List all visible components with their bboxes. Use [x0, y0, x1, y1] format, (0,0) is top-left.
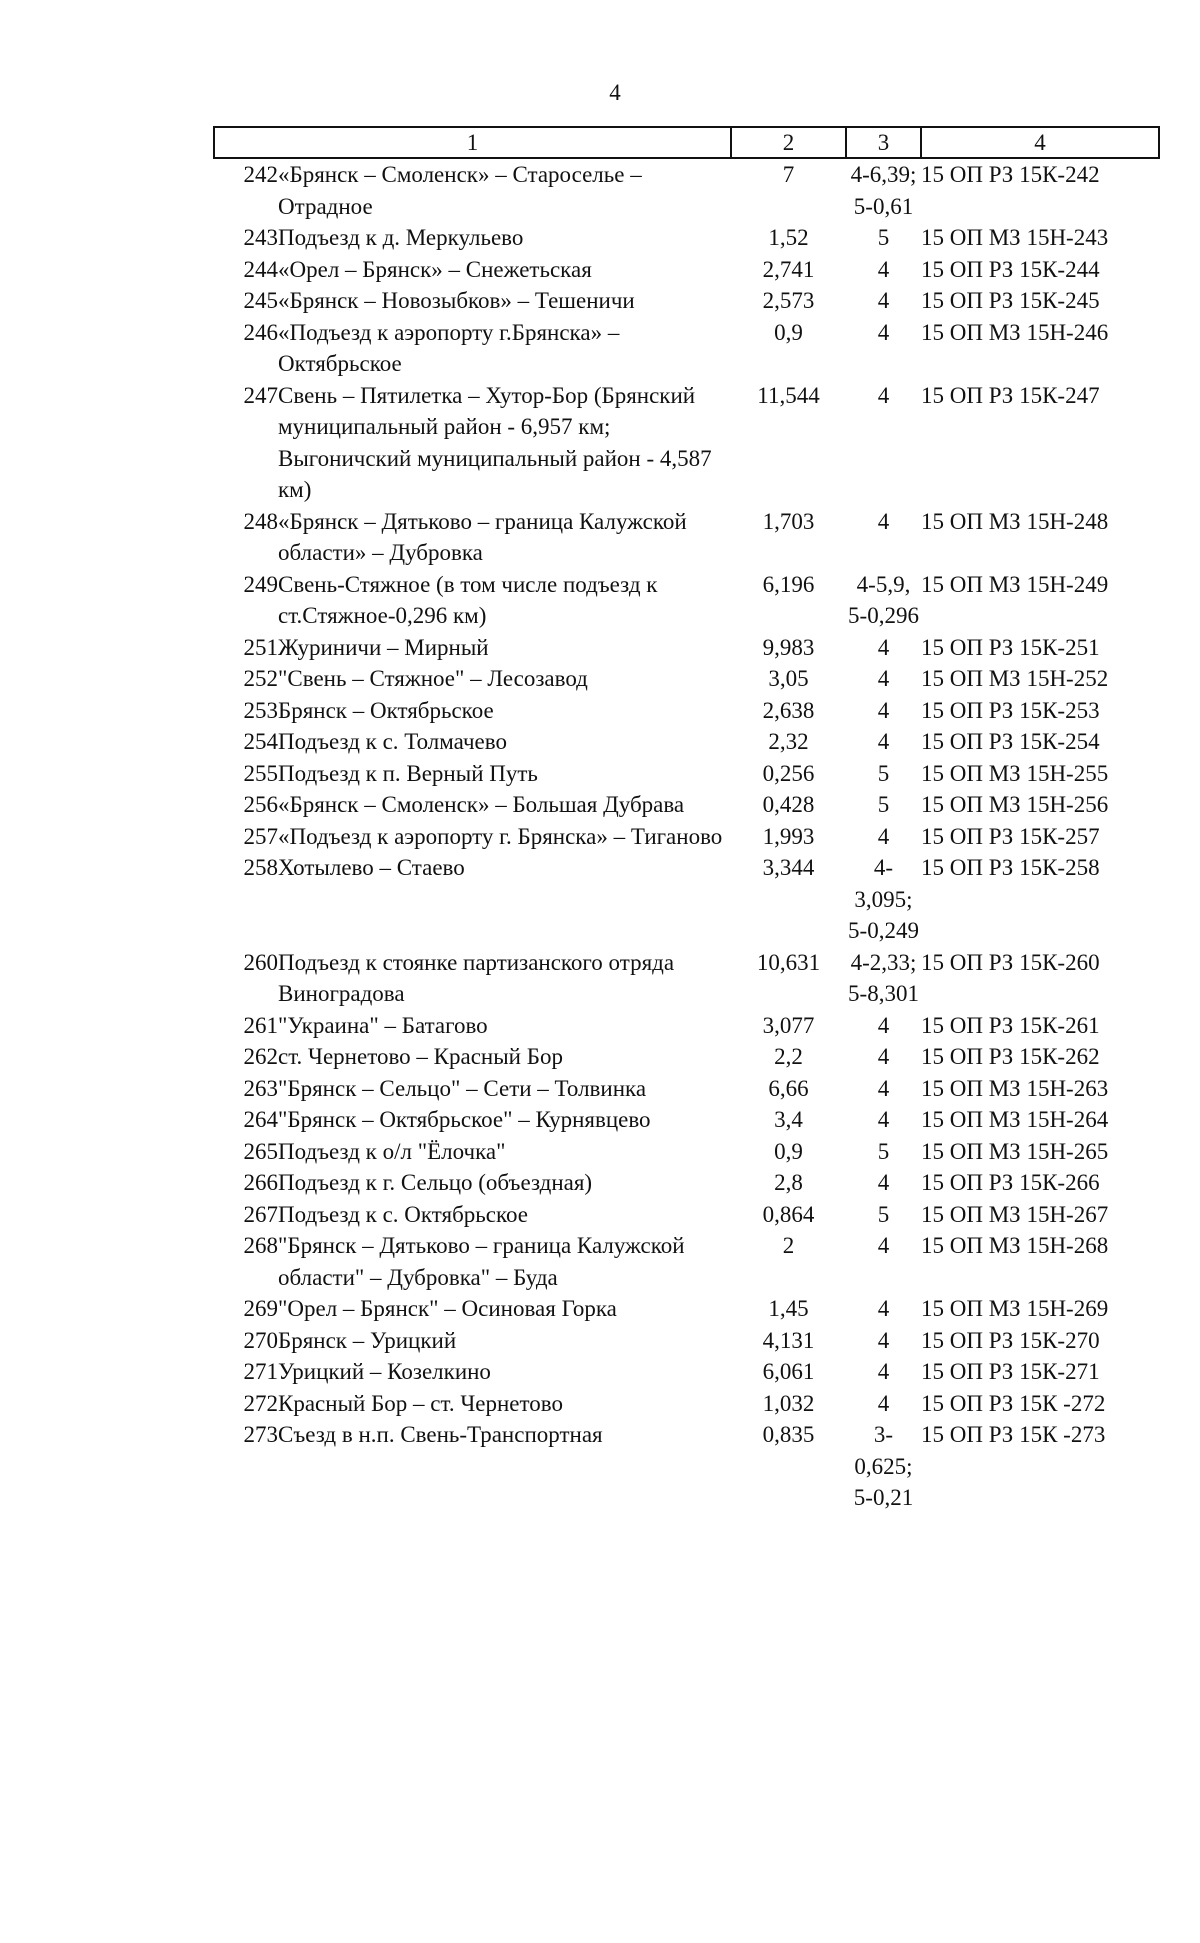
road-name: Подъезд к с. Октябрьское — [278, 1201, 528, 1227]
road-category: 4 — [877, 697, 890, 723]
table-row — [214, 1136, 1159, 1168]
road-code: 15 ОП РЗ 15К-271 — [921, 1359, 1100, 1384]
table-row — [214, 663, 1159, 695]
road-name: Свень – Пятилетка – Хутор-Бор (Брянский муниципальный район - 6,957 км; Выгоничский муниципальный район - 4,587 км) — [278, 382, 712, 502]
row-number: 262 — [243, 1044, 278, 1069]
table-row — [214, 569, 1159, 632]
row-number: 243 — [243, 225, 278, 250]
road-name: "Брянск – Октябрьское" – Курнявцево — [278, 1107, 651, 1132]
road-code: 15 ОП МЗ 15Н-255 — [921, 760, 1109, 786]
road-length: 9,983 — [762, 634, 815, 660]
row-number: 266 — [243, 1170, 278, 1195]
road-code: 15 ОП РЗ 15К-251 — [921, 634, 1100, 660]
road-name: Подъезд к с. Толмачево — [278, 729, 507, 754]
road-code: 15 ОП РЗ 15К-258 — [921, 855, 1100, 880]
table-body — [214, 158, 1159, 1514]
road-name: «Брянск – Новозыбков» – Тешеничи — [278, 288, 635, 313]
table-row — [214, 1167, 1159, 1199]
road-name: Подъезд к д. Меркульево — [278, 225, 524, 250]
road-category: 4 — [877, 319, 890, 345]
road-code: 15 ОП РЗ 15К-242 — [921, 162, 1100, 187]
column-header-3: 3 — [846, 127, 921, 158]
table-row — [214, 821, 1159, 853]
road-length: 3,05 — [768, 666, 809, 691]
table-row — [214, 222, 1159, 254]
road-length: 2,741 — [762, 256, 815, 282]
road-code: 15 ОП РЗ 15К-266 — [921, 1170, 1100, 1195]
table-header-row — [214, 127, 1159, 158]
road-length: 1,993 — [762, 823, 815, 849]
table-row — [214, 1010, 1159, 1042]
row-number: 267 — [243, 1201, 278, 1227]
road-length: 7 — [782, 162, 795, 187]
road-category: 4 — [877, 256, 890, 282]
table-row — [214, 158, 1159, 222]
road-code: 15 ОП РЗ 15К-254 — [921, 729, 1100, 754]
road-category: 4 — [877, 634, 890, 660]
road-name: Урицкий – Козелкино — [278, 1359, 491, 1384]
road-category: 4 — [877, 1044, 890, 1069]
table-row — [214, 506, 1159, 569]
row-number: 271 — [243, 1359, 278, 1384]
row-number: 242 — [243, 162, 278, 187]
road-category: 4 — [877, 823, 890, 849]
page-number: 4 — [609, 80, 621, 105]
row-number: 260 — [243, 949, 278, 975]
road-name: Подъезд к п. Верный Путь — [278, 760, 538, 786]
road-length: 3,4 — [774, 1107, 803, 1132]
road-name: "Свень – Стяжное" – Лесозавод — [278, 666, 588, 691]
road-length: 11,544 — [757, 382, 820, 408]
road-category: 4 — [877, 1233, 890, 1258]
road-length: 2,638 — [762, 697, 815, 723]
table-row — [214, 1293, 1159, 1325]
table-row — [214, 947, 1159, 1010]
road-code: 15 ОП РЗ 15К -273 — [921, 1422, 1106, 1447]
road-category: 4 — [877, 288, 890, 313]
roads-table — [213, 126, 1160, 1514]
road-length: 2,8 — [774, 1170, 803, 1195]
row-number: 252 — [243, 666, 278, 691]
table-row — [214, 285, 1159, 317]
table-row — [214, 695, 1159, 727]
road-length: 6,66 — [768, 1075, 809, 1101]
road-category: 4 — [877, 1296, 890, 1321]
row-number: 251 — [243, 634, 278, 660]
road-category: 5 — [877, 1138, 890, 1164]
road-name: "Брянск – Дятьково – граница Калужской области" – Дубровка" – Буда — [278, 1233, 685, 1290]
column-header-1: 1 — [214, 127, 731, 158]
row-number: 272 — [243, 1390, 278, 1416]
road-name: Съезд в н.п. Свень-Транспортная — [278, 1422, 603, 1447]
row-number: 263 — [243, 1075, 278, 1101]
road-length: 0,256 — [762, 760, 815, 786]
table-row — [214, 789, 1159, 821]
road-name: "Украина" – Батагово — [278, 1012, 488, 1038]
road-category: 4 — [877, 508, 890, 534]
road-category: 4-2,33; 5-8,301 — [848, 949, 919, 1006]
road-category: 5 — [877, 1201, 890, 1227]
table-row — [214, 380, 1159, 506]
road-category: 4 — [877, 666, 890, 691]
road-name: Подъезд к о/л "Ёлочка" — [278, 1138, 506, 1164]
road-length: 1,45 — [768, 1296, 809, 1321]
road-category: 4 — [877, 382, 890, 408]
column-header-2: 2 — [731, 127, 846, 158]
road-length: 1,52 — [768, 225, 809, 250]
road-name: Красный Бор – ст. Чернетово — [278, 1390, 563, 1416]
row-number: 244 — [243, 256, 278, 282]
row-number: 255 — [243, 760, 278, 786]
road-length: 0,428 — [762, 792, 815, 817]
table-row — [214, 1388, 1159, 1420]
road-name: Подъезд к г. Сельцо (объездная) — [278, 1170, 593, 1195]
road-length: 0,835 — [762, 1422, 815, 1447]
row-number: 265 — [243, 1138, 278, 1164]
road-code: 15 ОП МЗ 15Н-269 — [921, 1296, 1109, 1321]
road-name: Брянск – Урицкий — [278, 1327, 457, 1353]
road-name: «Брянск – Смоленск» – Староселье – Отрадное — [278, 162, 642, 219]
road-name: «Подъезд к аэропорту г.Брянска» – Октябрьское — [278, 319, 620, 376]
road-category: 4 — [877, 1107, 890, 1132]
road-name: «Брянск – Дятьково – граница Калужской области» – Дубровка — [278, 508, 687, 565]
road-length: 6,061 — [762, 1359, 815, 1384]
road-code: 15 ОП МЗ 15Н-268 — [921, 1233, 1109, 1258]
road-code: 15 ОП РЗ 15К-257 — [921, 823, 1100, 849]
road-code: 15 ОП РЗ 15К-270 — [921, 1327, 1100, 1353]
road-length: 0,9 — [774, 319, 803, 345]
road-name: «Брянск – Смоленск» – Большая Дубрава — [278, 792, 685, 817]
road-length: 6,196 — [762, 571, 815, 597]
road-category: 5 — [877, 792, 890, 817]
road-name: Хотылево – Стаево — [278, 855, 465, 880]
table-row — [214, 758, 1159, 790]
road-name: Брянск – Октябрьское — [278, 697, 494, 723]
table-row — [214, 1199, 1159, 1231]
road-code: 15 ОП РЗ 15К-247 — [921, 382, 1100, 408]
row-number: 268 — [243, 1233, 278, 1258]
road-category: 4 — [877, 729, 890, 754]
road-code: 15 ОП РЗ 15К-244 — [921, 256, 1100, 282]
road-length: 2 — [782, 1233, 795, 1258]
table-row — [214, 1419, 1159, 1514]
road-length: 0,864 — [762, 1201, 815, 1227]
road-code: 15 ОП МЗ 15Н-267 — [921, 1201, 1109, 1227]
table-row — [214, 1356, 1159, 1388]
road-name: Журиничи – Мирный — [278, 634, 489, 660]
row-number: 254 — [243, 729, 278, 754]
table-row — [214, 852, 1159, 947]
row-number: 246 — [243, 319, 278, 345]
road-code: 15 ОП РЗ 15К -272 — [921, 1390, 1106, 1416]
road-code: 15 ОП МЗ 15Н-265 — [921, 1138, 1109, 1164]
road-name: Подъезд к стоянке партизанского отряда Виноградова — [278, 949, 675, 1006]
road-category: 4-5,9, 5-0,296 — [848, 571, 919, 628]
table-row — [214, 1104, 1159, 1136]
table-row — [214, 1325, 1159, 1357]
road-length: 2,32 — [768, 729, 809, 754]
road-length: 3,344 — [762, 855, 815, 880]
road-category: 4 — [877, 1170, 890, 1195]
road-category: 5 — [877, 225, 890, 250]
road-code: 15 ОП МЗ 15Н-249 — [921, 571, 1109, 597]
table-row — [214, 1073, 1159, 1105]
row-number: 264 — [243, 1107, 278, 1132]
row-number: 253 — [243, 697, 278, 723]
road-length: 1,032 — [762, 1390, 815, 1416]
road-category: 4 — [877, 1012, 890, 1038]
road-name: ст. Чернетово – Красный Бор — [278, 1044, 563, 1069]
row-number: 270 — [243, 1327, 278, 1353]
road-length: 2,573 — [762, 288, 815, 313]
road-code: 15 ОП МЗ 15Н-263 — [921, 1075, 1109, 1101]
road-code: 15 ОП МЗ 15Н-246 — [921, 319, 1109, 345]
road-length: 3,077 — [762, 1012, 815, 1038]
road-length: 2,2 — [774, 1044, 803, 1069]
road-category: 4-3,095; 5-0,249 — [848, 855, 919, 943]
road-code: 15 ОП МЗ 15Н-252 — [921, 666, 1109, 691]
road-category: 4 — [877, 1390, 890, 1416]
road-length: 0,9 — [774, 1138, 803, 1164]
table-row — [214, 1230, 1159, 1293]
road-length: 4,131 — [762, 1327, 815, 1353]
road-code: 15 ОП МЗ 15Н-248 — [921, 508, 1109, 534]
road-length: 10,631 — [756, 949, 821, 975]
row-number: 258 — [243, 855, 278, 880]
row-number: 256 — [243, 792, 278, 817]
road-code: 15 ОП МЗ 15Н-264 — [921, 1107, 1109, 1132]
row-number: 248 — [243, 508, 278, 534]
table-row — [214, 317, 1159, 380]
road-category: 4 — [877, 1327, 890, 1353]
table-row — [214, 254, 1159, 286]
row-number: 261 — [243, 1012, 278, 1038]
road-name: "Брянск – Сельцо" – Сети – Толвинка — [278, 1075, 647, 1101]
road-code: 15 ОП РЗ 15К-260 — [921, 949, 1100, 975]
road-length: 1,703 — [762, 508, 815, 534]
road-code: 15 ОП МЗ 15Н-256 — [921, 792, 1109, 817]
row-number: 269 — [243, 1296, 278, 1321]
road-code: 15 ОП РЗ 15К-253 — [921, 697, 1100, 723]
road-name: «Подъезд к аэропорту г. Брянска» – Тиганово — [278, 823, 723, 849]
road-code: 15 ОП РЗ 15К-245 — [921, 288, 1100, 313]
road-category: 4 — [877, 1359, 890, 1384]
road-code: 15 ОП РЗ 15К-261 — [921, 1012, 1100, 1038]
row-number: 273 — [243, 1422, 278, 1447]
row-number: 245 — [243, 288, 278, 313]
road-name: "Орел – Брянск" – Осиновая Горка — [278, 1296, 617, 1321]
road-code: 15 ОП РЗ 15К-262 — [921, 1044, 1100, 1069]
road-name: «Орел – Брянск» – Снежетьская — [278, 256, 592, 282]
road-category: 5 — [877, 760, 890, 786]
row-number: 247 — [243, 382, 278, 408]
road-category: 3-0,625; 5-0,21 — [853, 1422, 914, 1510]
road-category: 4-6,39; 5-0,61 — [850, 162, 917, 219]
column-header-4: 4 — [921, 127, 1159, 158]
row-number: 249 — [243, 571, 278, 597]
road-name: Свень-Стяжное (в том числе подъезд к ст.Стяжное-0,296 км) — [278, 571, 658, 628]
road-code: 15 ОП МЗ 15Н-243 — [921, 225, 1109, 250]
row-number: 257 — [243, 823, 278, 849]
table-row — [214, 1041, 1159, 1073]
road-category: 4 — [877, 1075, 890, 1101]
table-row — [214, 726, 1159, 758]
table-row — [214, 632, 1159, 664]
